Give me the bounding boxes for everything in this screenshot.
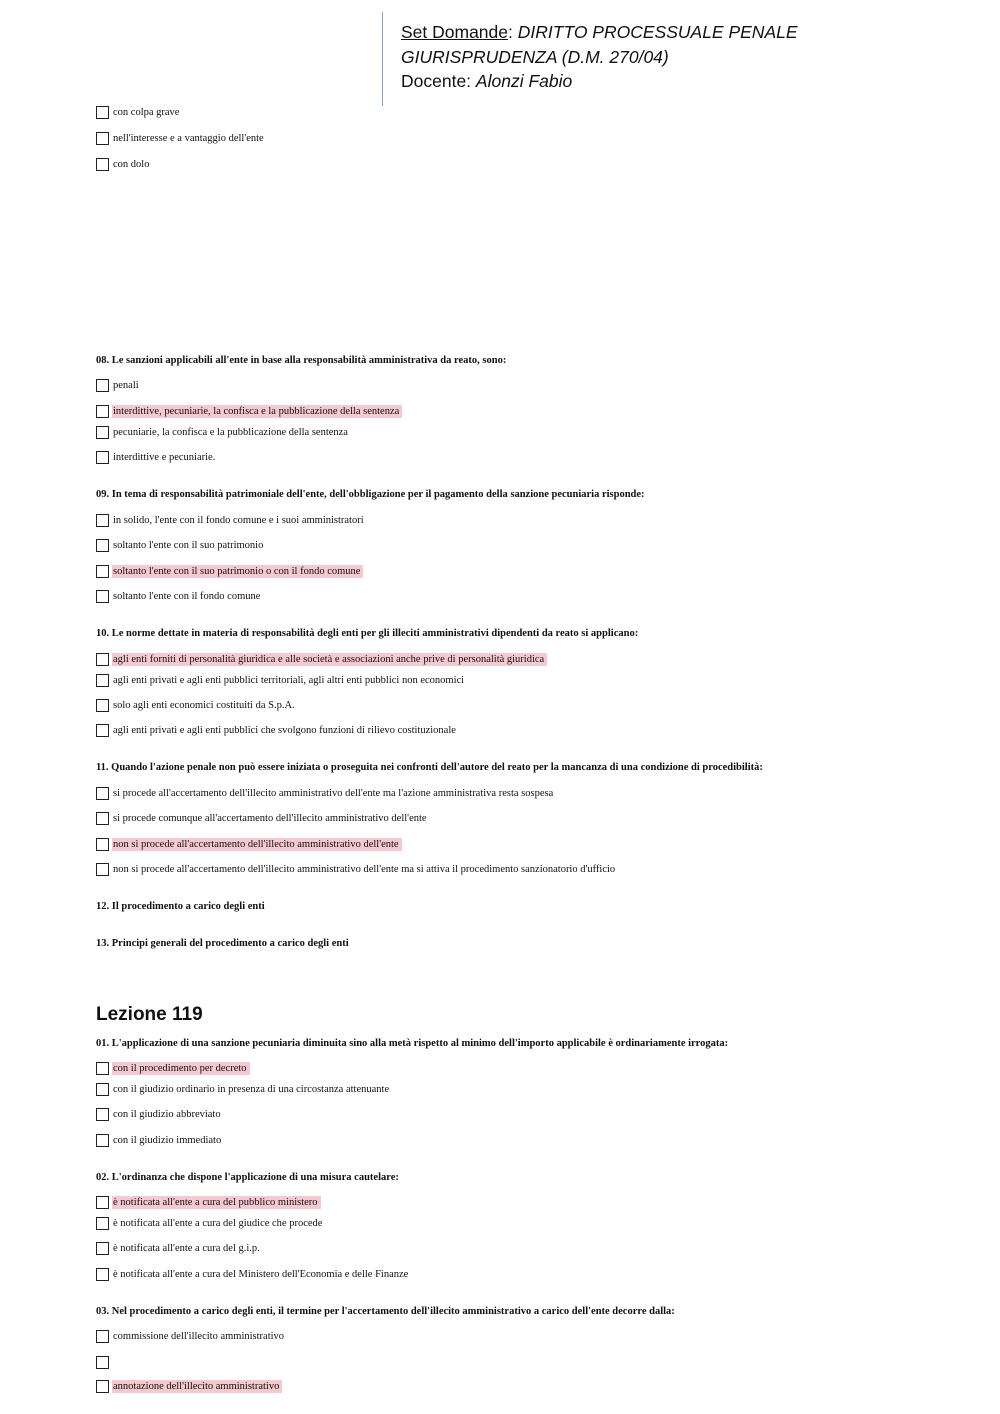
answer-option[interactable]: [96, 375, 142, 395]
option-text: penali: [113, 379, 139, 391]
option-text: si procede all'accertamento dell'illecito amministrativo dell'ente ma l'azione amministrativa resta sospesa: [113, 787, 554, 799]
set-colon: :: [508, 22, 513, 42]
header-line-3: [401, 69, 942, 94]
option-text: con il giudizio abbreviato: [113, 1108, 221, 1120]
answer-option-correct[interactable]: [96, 401, 402, 421]
checkbox[interactable]: [96, 863, 109, 876]
answer-option-correct[interactable]: [96, 1376, 282, 1396]
answer-option[interactable]: [96, 859, 618, 879]
answer-option[interactable]: [96, 422, 351, 442]
checkbox[interactable]: [96, 1330, 109, 1343]
checkbox[interactable]: [96, 451, 109, 464]
checkbox[interactable]: [96, 674, 109, 687]
option-text: interdittive e pecuniarie.: [113, 451, 216, 463]
option-text: è notificata all'ente a cura del g.i.p.: [113, 1242, 260, 1254]
option-text: [112, 1361, 116, 1363]
option-text: con il giudizio ordinario in presenza di una circostanza attenuante: [113, 1083, 390, 1095]
answer-option[interactable]: [96, 1104, 224, 1124]
option-text: agli enti forniti di personalità giuridica e alle società e associazioni anche prive di personalità giuridica: [112, 653, 547, 666]
option-text: agli enti privati e agli enti pubblici territoriali, agli altri enti pubblici non economici: [113, 674, 465, 686]
option-text: con colpa grave: [113, 106, 180, 118]
set-label: Set Domande: [401, 22, 509, 42]
option-text: agli enti privati e agli enti pubblici che svolgono funzioni di rilievo costituzionale: [113, 724, 456, 736]
checkbox[interactable]: [96, 1083, 109, 1096]
option-text: commissione dell'illecito amministrativo: [113, 1330, 285, 1342]
checkbox[interactable]: [96, 590, 109, 603]
option-text: è notificata all'ente a cura del pubblico ministero: [112, 1196, 321, 1209]
option-text: solo agli enti economici costituiti da S.p.A.: [113, 699, 295, 711]
checkbox[interactable]: [96, 514, 109, 527]
checkbox[interactable]: [96, 158, 109, 171]
checkbox[interactable]: [96, 812, 109, 825]
answer-option[interactable]: [96, 535, 266, 555]
answer-option[interactable]: [96, 128, 267, 148]
option-text: in solido, l'ente con il fondo comune e i suoi amministratori: [113, 514, 364, 526]
answer-option[interactable]: [96, 720, 459, 740]
checkbox[interactable]: [96, 1134, 109, 1147]
answer-option[interactable]: [96, 1326, 287, 1346]
question-text: 13. Principi generali del procedimento a carico degli enti: [96, 938, 349, 949]
answer-option[interactable]: [96, 695, 298, 715]
checkbox[interactable]: [96, 132, 109, 145]
answer-option[interactable]: [96, 586, 263, 606]
question-text: 10. Le norme dettate in materia di responsabilità degli enti per gli illeciti amministrativi dipendenti da reato si applicano:: [96, 628, 639, 639]
course-subtitle: GIURISPRUDENZA (D.M. 270/04): [401, 46, 669, 67]
answer-option[interactable]: [96, 1079, 392, 1099]
header-line-2: [401, 45, 942, 70]
checkbox[interactable]: [96, 539, 109, 552]
checkbox[interactable]: [96, 1380, 109, 1393]
checkbox[interactable]: [96, 426, 109, 439]
answer-option[interactable]: [96, 1264, 411, 1284]
option-text: con dolo: [113, 158, 150, 170]
checkbox[interactable]: [96, 1356, 109, 1369]
checkbox[interactable]: [96, 787, 109, 800]
checkbox[interactable]: [96, 1062, 109, 1075]
question-text: 09. In tema di responsabilità patrimoniale dell'ente, dell'obbligazione per il pagamento della sanzione pecuniaria risponde:: [96, 489, 645, 500]
option-text: soltanto l'ente con il fondo comune: [113, 590, 261, 602]
checkbox[interactable]: [96, 653, 109, 666]
question-text: 11. Quando l'azione penale non può essere iniziata o proseguita nei confronti dell'autore del reato per la mancanza di una condizione di procedibilità:: [96, 762, 763, 773]
answer-option[interactable]: [96, 1130, 224, 1150]
question-text: 03. Nel procedimento a carico degli enti, il termine per l'accertamento dell'illecito amministrativo a carico dell'ente decorre dalla:: [96, 1306, 675, 1317]
document-header: [382, 12, 942, 106]
checkbox[interactable]: [96, 838, 109, 851]
question-text: 08. Le sanzioni applicabili all'ente in base alla responsabilità amministrativa da reato, sono:: [96, 355, 507, 366]
checkbox[interactable]: [96, 699, 109, 712]
course-title: DIRITTO PROCESSUALE PENALE: [517, 22, 798, 42]
option-text: non si procede all'accertamento dell'illecito amministrativo dell'ente: [112, 838, 402, 851]
answer-option[interactable]: [96, 808, 430, 828]
option-text: pecuniarie, la confisca e la pubblicazione della sentenza: [113, 426, 348, 438]
option-text: con il procedimento per decreto: [112, 1062, 250, 1075]
answer-option[interactable]: [96, 1352, 116, 1372]
answer-option-correct[interactable]: [96, 649, 547, 669]
checkbox[interactable]: [96, 1242, 109, 1255]
answer-option-correct[interactable]: [96, 561, 363, 581]
docente-label: Docente:: [401, 71, 472, 91]
checkbox[interactable]: [96, 724, 109, 737]
answer-option[interactable]: [96, 447, 218, 467]
checkbox[interactable]: [96, 106, 109, 119]
question-text: 02. L'ordinanza che dispone l'applicazione di una misura cautelare:: [96, 1172, 399, 1183]
checkbox[interactable]: [96, 1108, 109, 1121]
answer-option[interactable]: [96, 783, 556, 803]
question-text: 01. L'applicazione di una sanzione pecuniaria diminuita sino alla metà rispetto al minimo dell'importo applicabile è ordinariamente irrogata:: [96, 1038, 729, 1049]
checkbox[interactable]: [96, 1217, 109, 1230]
answer-option[interactable]: [96, 1238, 263, 1258]
checkbox[interactable]: [96, 379, 109, 392]
option-text: annotazione dell'illecito amministrativo: [112, 1380, 282, 1393]
option-text: soltanto l'ente con il suo patrimonio: [113, 539, 264, 551]
docente-name: Alonzi Fabio: [475, 71, 573, 91]
option-text: non si procede all'accertamento dell'illecito amministrativo dell'ente ma si attiva il procedimento sanzionatorio d'ufficio: [113, 863, 616, 875]
header-line-1: [401, 20, 942, 45]
answer-option-correct[interactable]: [96, 1058, 250, 1078]
checkbox[interactable]: [96, 405, 109, 418]
answer-option[interactable]: [96, 102, 182, 122]
option-text: nell'interesse e a vantaggio dell'ente: [113, 132, 264, 144]
answer-option[interactable]: [96, 1213, 325, 1233]
option-text: è notificata all'ente a cura del Ministero dell'Economia e delle Finanze: [113, 1268, 409, 1280]
answer-option[interactable]: [96, 670, 467, 690]
option-text: si procede comunque all'accertamento dell'illecito amministrativo dell'ente: [113, 812, 427, 824]
question-text: 12. Il procedimento a carico degli enti: [96, 901, 265, 912]
answer-option-correct[interactable]: [96, 1192, 321, 1212]
option-text: soltanto l'ente con il suo patrimonio o con il fondo comune: [112, 565, 363, 578]
answer-option-correct[interactable]: [96, 834, 402, 854]
option-text: interdittive, pecuniarie, la confisca e la pubblicazione della sentenza: [112, 405, 402, 418]
answer-option[interactable]: [96, 510, 367, 530]
checkbox[interactable]: [96, 565, 109, 578]
checkbox[interactable]: [96, 1196, 109, 1209]
option-text: è notificata all'ente a cura del giudice che procede: [113, 1217, 323, 1229]
lesson-title: Lezione 119: [96, 1004, 203, 1025]
option-text: con il giudizio immediato: [113, 1134, 222, 1146]
answer-option[interactable]: [96, 154, 152, 174]
checkbox[interactable]: [96, 1268, 109, 1281]
